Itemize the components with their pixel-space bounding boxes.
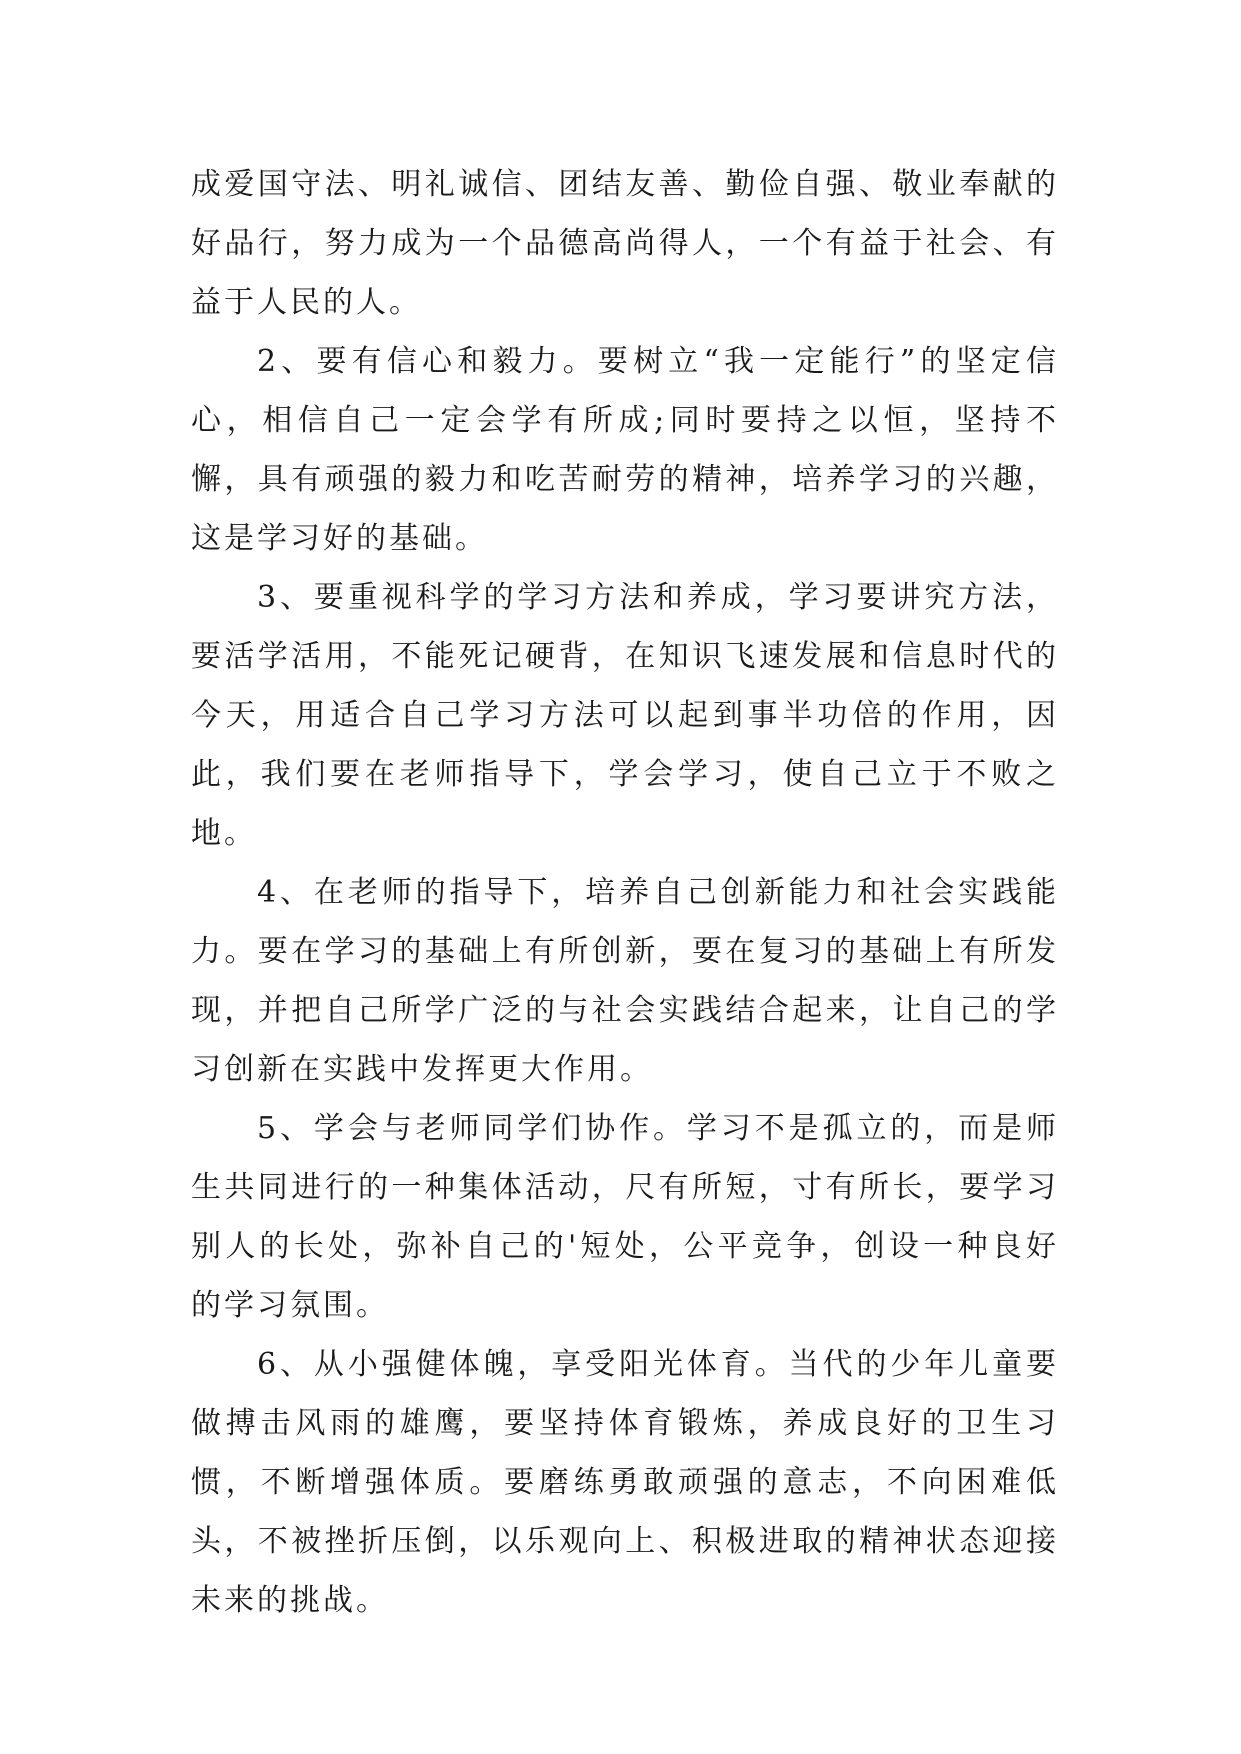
paragraph-item-2: 2、要有信心和毅力。要树立“我一定能行”的坚定信心，相信自己一定会学有所成;同时要持之以恒，坚持不懈，具有顽强的毅力和吃苦耐劳的精神，培养学习的兴趣，这是学习好的基础。 [191,344,1059,556]
paragraph-continuation: 成爱国守法、明礼诚信、团结友善、勤俭自强、敬业奉献的好品行，努力成为一个品德高尚得人，一个有益于社会、有益于人民的人。 [191,167,1059,320]
paragraph-item-5: 5、学会与老师同学们协作。学习不是孤立的，而是师生共同进行的一种集体活动，尺有所短，寸有所长，要学习别人的长处，弥补自己的'短处，公平竞争，创设一种良好的学习氛围。 [191,1111,1059,1323]
paragraph-item-4: 4、在老师的指导下，培养自己创新能力和社会实践能力。要在学习的基础上有所创新，要在复习的基础上有所发现，并把自己所学广泛的与社会实践结合起来，让自己的学习创新在实践中发挥更大作用。 [191,875,1059,1087]
paragraph-item-6: 6、从小强健体魄，享受阳光体育。当代的少年儿童要做搏击风雨的雄鹰，要坚持体育锻炼，养成良好的卫生习惯，不断增强体质。要磨练勇敢顽强的意志，不向困难低头，不被挫折压倒，以乐观向上、积极进取的精神状态迎接未来的挑战。 [191,1347,1059,1618]
paragraph-item-3: 3、要重视科学的学习方法和养成，学习要讲究方法，要活学活用，不能死记硬背，在知识飞速发展和信息时代的今天，用适合自己学习方法可以起到事半功倍的作用，因此，我们要在老师指导下，学会学习，使自己立于不败之地。 [191,580,1059,851]
document-body [191,155,1059,1630]
